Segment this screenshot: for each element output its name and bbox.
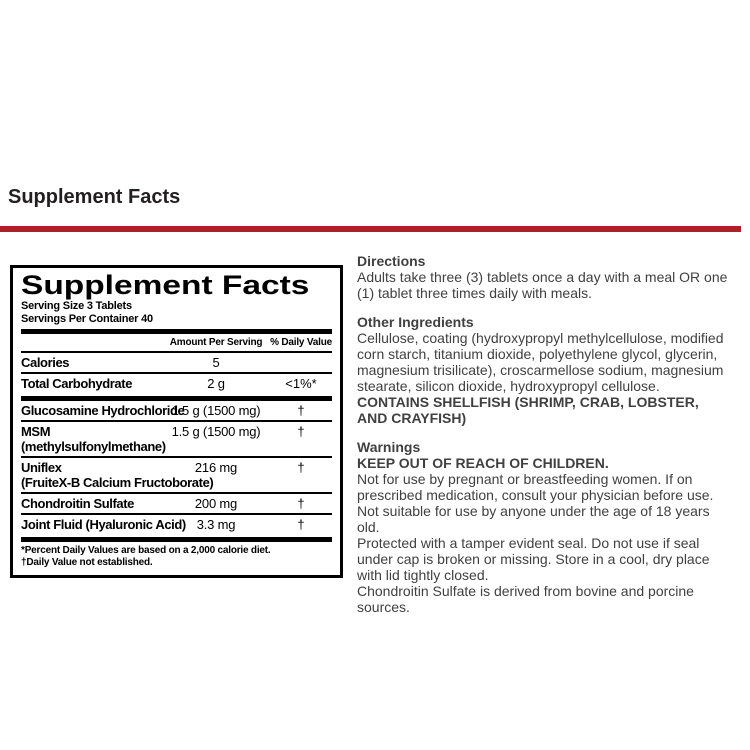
- product-info-column: [357, 253, 729, 615]
- dv-value: †: [297, 403, 305, 418]
- dv-value: †: [297, 517, 305, 532]
- dv-value: †: [297, 496, 305, 511]
- nutrient-name: MSM: [21, 424, 51, 439]
- amount-value: 1.5 g (1500 mg): [171, 424, 261, 439]
- other-ingredients-body: Cellulose, coating (hydroxypropyl methylcellulose, modified corn starch, titanium dioxide, polyethylene glycol, glycerin, magnesium trisilicate), croscarmellose sodium, magnesium stearate, silicon dioxide, hydroxypropyl cellulose.: [357, 330, 724, 394]
- nutrient-name: Calories: [21, 355, 70, 370]
- amount-value: 2 g: [207, 376, 225, 391]
- warnings-paragraph: Protected with a tamper evident seal. Do not use if seal under cap is broken or missing. Store in a cool, dry place with lid tightly closed.: [357, 535, 710, 583]
- directions-body: Adults take three (3) tablets once a day with a meal OR one (1) tablet three times daily with meals.: [357, 269, 728, 301]
- dv-value: †: [297, 424, 305, 439]
- warnings-paragraph: Chondroitin Sulfate is derived from bovine and porcine sources.: [357, 583, 694, 615]
- footnotes: [21, 542, 332, 571]
- dv-value: <1%*: [285, 376, 317, 391]
- amount-value: 5: [212, 355, 220, 370]
- table-row: [21, 456, 332, 492]
- section-gap: [357, 426, 729, 439]
- nutrient-name: Uniflex: [21, 460, 62, 475]
- label-title: Supplement Facts: [21, 270, 310, 300]
- section-gap: [357, 301, 729, 314]
- table-row: [21, 492, 332, 513]
- warnings-emphasis: KEEP OUT OF REACH OF CHILDREN.: [357, 455, 609, 471]
- servings-per-container: Servings Per Container 40: [21, 313, 153, 325]
- column-header-amount: Amount Per Serving: [169, 337, 263, 348]
- column-header-dv: % Daily Value: [270, 337, 332, 348]
- supplement-facts-panel: [10, 265, 343, 578]
- amount-value: 1.5 g (1500 mg): [171, 403, 261, 418]
- nutrient-sub: (methylsulfonylmethane): [21, 439, 166, 454]
- table-row: [21, 513, 332, 534]
- nutrient-name: Joint Fluid (Hyaluronic Acid): [21, 517, 186, 532]
- table-row: [21, 351, 332, 372]
- table-row: [21, 420, 332, 456]
- table-row: [21, 372, 332, 393]
- amount-value: 200 mg: [194, 496, 238, 511]
- allergen-statement: CONTAINS SHELLFISH (SHRIMP, CRAB, LOBSTER, AND CRAYFISH): [357, 394, 699, 426]
- footnote-dagger: †Daily Value not established.: [21, 557, 153, 568]
- directions-heading: Directions: [357, 253, 426, 269]
- nutrient-name: Glucosamine Hydrochloride: [21, 403, 185, 418]
- serving-size: Serving Size 3 Tablets: [21, 300, 132, 312]
- footnote-daily-value: *Percent Daily Values are based on a 2,000 calorie diet.: [21, 545, 271, 556]
- table-header-row: [21, 334, 332, 351]
- amount-value: 216 mg: [194, 460, 238, 475]
- warnings-paragraph: Not for use by pregnant or breastfeeding women. If on prescribed medication, consult your physician before use. Not suitable for use by anyone under the age of 18 years old.: [357, 471, 714, 535]
- other-ingredients-heading: Other Ingredients: [357, 314, 474, 330]
- page-title: Supplement Facts: [8, 186, 181, 208]
- red-divider: [0, 226, 741, 232]
- nutrient-name: Total Carbohydrate: [21, 376, 133, 391]
- dv-value: †: [297, 460, 305, 475]
- table-row: [21, 401, 332, 420]
- amount-value: 3.3 mg: [196, 517, 236, 532]
- warnings-heading: Warnings: [357, 439, 421, 455]
- nutrient-sub: (FruiteX-B Calcium Fructoborate): [21, 475, 214, 490]
- nutrient-name: Chondroitin Sulfate: [21, 496, 134, 511]
